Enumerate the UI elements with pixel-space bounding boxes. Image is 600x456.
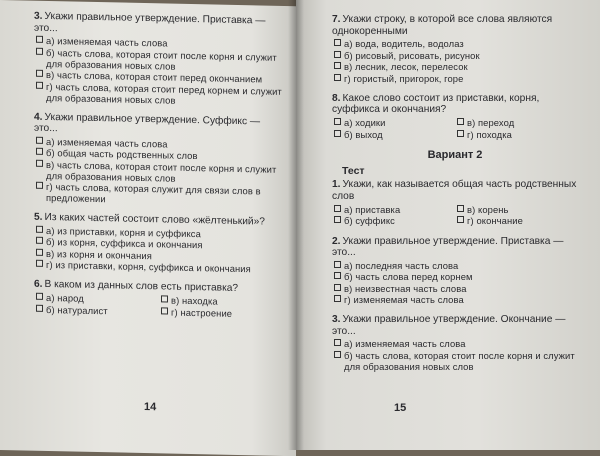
checkbox[interactable] <box>334 216 341 223</box>
option-b[interactable]: б) часть слова, которая стоит после корня и служит для образования новых слов <box>334 350 578 372</box>
question-number: 2. <box>332 235 341 247</box>
checkbox[interactable] <box>36 182 43 189</box>
checkbox[interactable] <box>457 118 464 125</box>
question-text: Укажи, как называется общая часть родственных слов <box>332 179 577 202</box>
checkbox[interactable] <box>334 51 341 58</box>
question-text: Укажи правильное утверждение. Окончание — это... <box>332 314 566 337</box>
test-label: Тест <box>342 165 365 177</box>
question-v2-3 <box>332 314 578 372</box>
question-v2-1 <box>332 179 578 227</box>
checkbox[interactable] <box>334 118 341 125</box>
right-page <box>296 0 600 450</box>
option-d[interactable]: г) походка <box>457 129 578 140</box>
page-number: 14 <box>144 401 157 414</box>
option-b[interactable]: б) часть слова перед корнем <box>334 271 578 282</box>
option-d[interactable]: г) изменяемая часть слова <box>334 294 578 305</box>
page-number: 15 <box>394 402 407 414</box>
question-number: 8. <box>332 92 341 104</box>
option-d[interactable]: г) из приставки, корня, суффикса и окончания <box>36 259 284 275</box>
checkbox[interactable] <box>334 205 341 212</box>
checkbox[interactable] <box>36 36 43 43</box>
checkbox[interactable] <box>457 130 464 137</box>
option-a[interactable]: а) приставка <box>334 204 455 215</box>
question-number: 5. <box>34 211 43 223</box>
checkbox[interactable] <box>36 260 43 267</box>
question-title <box>332 314 578 337</box>
question-title <box>332 93 578 116</box>
checkbox[interactable] <box>36 81 43 88</box>
question-number: 3. <box>332 314 341 325</box>
checkbox[interactable] <box>36 293 43 300</box>
option-c[interactable]: в) неизвестная часть слова <box>334 283 578 294</box>
question-6 <box>34 279 284 320</box>
option-b[interactable]: б) общая часть родственных слов <box>36 147 284 163</box>
question-3 <box>34 11 284 108</box>
checkbox[interactable] <box>334 130 341 137</box>
checkbox[interactable] <box>36 47 43 54</box>
checkbox[interactable] <box>36 159 43 166</box>
option-c[interactable]: в) переход <box>457 117 578 128</box>
checkbox[interactable] <box>36 70 43 77</box>
question-8 <box>332 93 578 141</box>
option-d[interactable]: г) часть слова, которая стоит перед корнем и служит для образования новых слов <box>36 80 284 107</box>
checkbox[interactable] <box>161 295 168 302</box>
option-c[interactable]: в) часть слова, которая стоит перед окончанием <box>36 69 284 85</box>
option-b[interactable]: б) рисовый, рисовать, рисунок <box>334 50 578 61</box>
question-text: Из каких частей состоит слово «жёлтенький»? <box>44 211 265 228</box>
question-title <box>332 14 578 37</box>
checkbox[interactable] <box>334 62 341 69</box>
checkbox[interactable] <box>334 74 341 81</box>
option-a[interactable]: а) народ <box>36 292 159 306</box>
option-a[interactable]: а) ходики <box>334 117 455 128</box>
checkbox[interactable] <box>334 39 341 46</box>
option-c[interactable]: в) находка <box>161 294 284 308</box>
option-a[interactable]: а) изменяемая часть слова <box>334 338 578 349</box>
question-text: Укажи строку, в которой все слова являются однокоренными <box>332 14 553 37</box>
option-a[interactable]: а) изменяемая часть слова <box>36 135 284 151</box>
question-text: В каком из данных слов есть приставка? <box>44 278 239 294</box>
question-text: Укажи правильное утверждение. Суффикс — это... <box>34 111 261 135</box>
question-number: 4. <box>34 111 43 123</box>
option-b[interactable]: б) часть слова, которая стоит после корня и служит для образования новых слов <box>36 46 284 73</box>
question-number: 3. <box>34 10 43 22</box>
question-text: Укажи правильное утверждение. Приставка — это... <box>34 10 266 34</box>
checkbox[interactable] <box>457 205 464 212</box>
option-b[interactable]: б) суффикс <box>334 215 455 226</box>
question-7 <box>332 14 578 84</box>
checkbox[interactable] <box>36 237 43 244</box>
option-a[interactable]: а) изменяемая часть слова <box>36 35 284 51</box>
checkbox[interactable] <box>334 295 341 302</box>
question-number: 7. <box>332 14 341 25</box>
option-c[interactable]: в) лесник, лесок, перелесок <box>334 61 578 72</box>
variant-title: Вариант 2 <box>427 149 483 161</box>
left-page <box>0 0 296 456</box>
option-d[interactable]: г) окончание <box>457 215 578 226</box>
option-b[interactable]: б) натуралист <box>36 303 159 317</box>
checkbox[interactable] <box>334 339 341 346</box>
option-a[interactable]: а) из приставки, корня и суффикса <box>36 224 284 240</box>
option-a[interactable]: а) вода, водитель, водолаз <box>334 38 578 49</box>
option-b[interactable]: б) из корня, суффикса и окончания <box>36 236 284 252</box>
option-c[interactable]: в) корень <box>457 204 578 215</box>
checkbox[interactable] <box>334 351 341 358</box>
book-spine-shadow <box>288 0 304 450</box>
option-d[interactable]: г) гористый, пригорок, горе <box>334 73 578 84</box>
checkbox[interactable] <box>36 136 43 143</box>
question-number: 1. <box>332 179 341 190</box>
checkbox[interactable] <box>457 216 464 223</box>
option-d[interactable]: г) настроение <box>161 306 284 320</box>
option-c[interactable]: в) часть слова, которая стоит после корня и служит для образования новых слов <box>36 158 284 185</box>
checkbox[interactable] <box>36 225 43 232</box>
checkbox[interactable] <box>161 307 168 314</box>
question-text: Какое слово состоит из приставки, корня, суффикса и окончания? <box>332 92 540 115</box>
option-c[interactable]: в) из корня и окончания <box>36 247 284 263</box>
question-title <box>332 236 578 259</box>
question-number: 6. <box>34 278 43 290</box>
checkbox[interactable] <box>334 272 341 279</box>
question-text: Укажи правильное утверждение. Приставка — это... <box>332 235 564 258</box>
checkbox[interactable] <box>334 261 341 268</box>
option-b[interactable]: б) выход <box>334 129 455 140</box>
question-v2-2 <box>332 236 578 306</box>
option-a[interactable]: а) последняя часть слова <box>334 260 578 271</box>
checkbox[interactable] <box>36 248 43 255</box>
checkbox[interactable] <box>36 148 43 155</box>
checkbox[interactable] <box>334 284 341 291</box>
question-5 <box>34 212 284 275</box>
option-d[interactable]: г) часть слова, которая служит для связи слов в предложении <box>36 181 284 208</box>
question-4 <box>34 111 284 208</box>
checkbox[interactable] <box>36 304 43 311</box>
question-title <box>332 179 578 202</box>
